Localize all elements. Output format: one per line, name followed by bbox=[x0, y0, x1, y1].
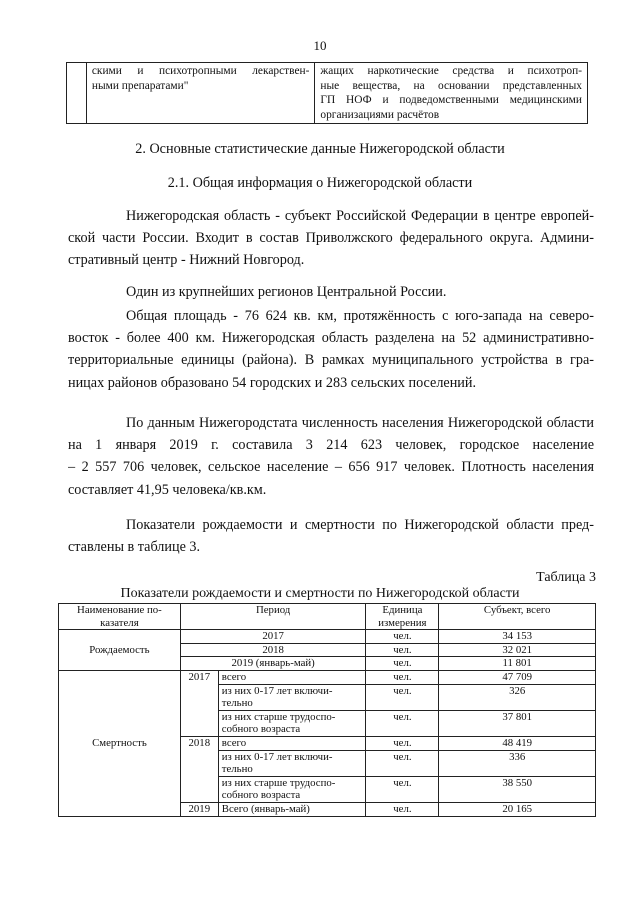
subsection-heading: 2.1. Общая информация о Нижегородской области bbox=[167, 175, 473, 191]
table-title: Показатели рождаемости и смертности по Нижегородской области bbox=[120, 586, 520, 601]
paragraph bbox=[68, 305, 594, 394]
header-cell: Наименование по-казателя bbox=[59, 604, 181, 630]
paragraph-line: территориальные единицы (района). В рамках муниципального устройства в гра- bbox=[68, 352, 594, 369]
paragraph-line: По данным Нижегородстата численность населения Нижегородской области bbox=[126, 415, 594, 431]
page-number: 10 bbox=[313, 38, 327, 53]
unit-cell: чел. bbox=[366, 670, 439, 684]
desc-cell: из них старше трудоспо-собного возраста bbox=[218, 710, 366, 736]
unit-cell: чел. bbox=[366, 684, 439, 710]
paragraph bbox=[68, 412, 594, 501]
table-cell-empty bbox=[67, 63, 87, 124]
value-cell: 37 801 bbox=[439, 710, 596, 736]
cell-line: организациями расчётов bbox=[320, 108, 440, 121]
cell-line: жащих наркотические средства и психотроп- bbox=[320, 65, 582, 77]
table-number: Таблица 3 bbox=[536, 570, 596, 585]
value-cell: 47 709 bbox=[439, 670, 596, 684]
table-cell-left bbox=[86, 63, 315, 124]
year-cell: 2017 bbox=[180, 670, 218, 736]
year-cell: 2018 bbox=[180, 736, 218, 802]
desc-cell: всего bbox=[218, 736, 366, 750]
paragraph-line: на 1 января 2019 г. составила 3 214 623 человек, городское население bbox=[68, 437, 594, 454]
paragraph-line: восток - более 400 км. Нижегородская область разделена на 52 административно- bbox=[68, 330, 594, 347]
paragraph-line: ской части России. Входит в состав Приволжского федерального округа. Админи- bbox=[68, 230, 594, 247]
table-header-row bbox=[59, 604, 596, 630]
paragraph-line: – 2 557 706 человек, сельское население – 656 917 человек. Плотность населения bbox=[68, 459, 594, 476]
section-heading: 2. Основные статистические данные Нижегородской области bbox=[135, 141, 505, 157]
period-cell: 2019 (январь-май) bbox=[180, 657, 366, 671]
paragraph-line: Общая площадь - 76 624 кв. км, протяжённость с юго-запада на северо- bbox=[126, 308, 594, 324]
table-row bbox=[59, 630, 596, 644]
table-cell-right bbox=[315, 63, 588, 124]
cell-line: ными препаратами" bbox=[91, 79, 189, 92]
paragraph-line: ницах районов образовано 54 городских и 283 сельских поселений. bbox=[68, 374, 477, 391]
indicator-name-cell: Смертность bbox=[59, 670, 181, 816]
unit-cell: чел. bbox=[366, 802, 439, 816]
paragraph bbox=[97, 281, 594, 303]
cell-line: скими и психотропными лекарствен- bbox=[91, 65, 310, 77]
unit-cell: чел. bbox=[366, 736, 439, 750]
value-cell: 32 021 bbox=[439, 643, 596, 657]
value-cell: 20 165 bbox=[439, 802, 596, 816]
value-cell: 34 153 bbox=[439, 630, 596, 644]
value-cell: 11 801 bbox=[439, 657, 596, 671]
paragraph-line: Нижегородская область - субъект Российской Федерации в центре европей- bbox=[126, 208, 594, 224]
unit-cell: чел. bbox=[366, 750, 439, 776]
header-cell: Единица измерения bbox=[366, 604, 439, 630]
value-cell: 326 bbox=[439, 684, 596, 710]
value-cell: 48 419 bbox=[439, 736, 596, 750]
paragraph-line: Один из крупнейших регионов Центральной России. bbox=[126, 284, 447, 300]
unit-cell: чел. bbox=[366, 630, 439, 644]
continued-table-fragment bbox=[66, 62, 588, 124]
paragraph bbox=[68, 514, 594, 558]
desc-cell: из них 0-17 лет включи-тельно bbox=[218, 750, 366, 776]
unit-cell: чел. bbox=[366, 776, 439, 802]
value-cell: 38 550 bbox=[439, 776, 596, 802]
unit-cell: чел. bbox=[366, 710, 439, 736]
desc-cell: из них старше трудоспо-собного возраста bbox=[218, 776, 366, 802]
unit-cell: чел. bbox=[366, 643, 439, 657]
desc-cell: всего bbox=[218, 670, 366, 684]
paragraph bbox=[68, 205, 594, 272]
table-row bbox=[67, 63, 588, 124]
cell-line: ные вещества, на основании представленных bbox=[320, 79, 582, 92]
indicator-name-cell: Рождаемость bbox=[59, 630, 181, 671]
statistics-table bbox=[58, 603, 596, 817]
value-cell: 336 bbox=[439, 750, 596, 776]
desc-cell: из них 0-17 лет включи-тельно bbox=[218, 684, 366, 710]
period-cell: 2018 bbox=[180, 643, 366, 657]
header-cell: Период bbox=[180, 604, 366, 630]
paragraph-line: составляет 41,95 человека/кв.км. bbox=[68, 481, 267, 498]
period-cell: 2017 bbox=[180, 630, 366, 644]
paragraph-line: ставлены в таблице 3. bbox=[68, 539, 201, 556]
header-cell: Субъект, всего bbox=[439, 604, 596, 630]
cell-line: ГП НОФ и подведомственными медицинскими bbox=[320, 94, 582, 107]
paragraph-line: стративный центр - Нижний Новгород. bbox=[68, 252, 305, 269]
table-row bbox=[59, 670, 596, 684]
desc-cell: Всего (январь-май) bbox=[218, 802, 366, 816]
paragraph-line: Показатели рождаемости и смертности по Нижегородской области пред- bbox=[126, 517, 594, 533]
unit-cell: чел. bbox=[366, 657, 439, 671]
year-cell: 2019 bbox=[180, 802, 218, 816]
